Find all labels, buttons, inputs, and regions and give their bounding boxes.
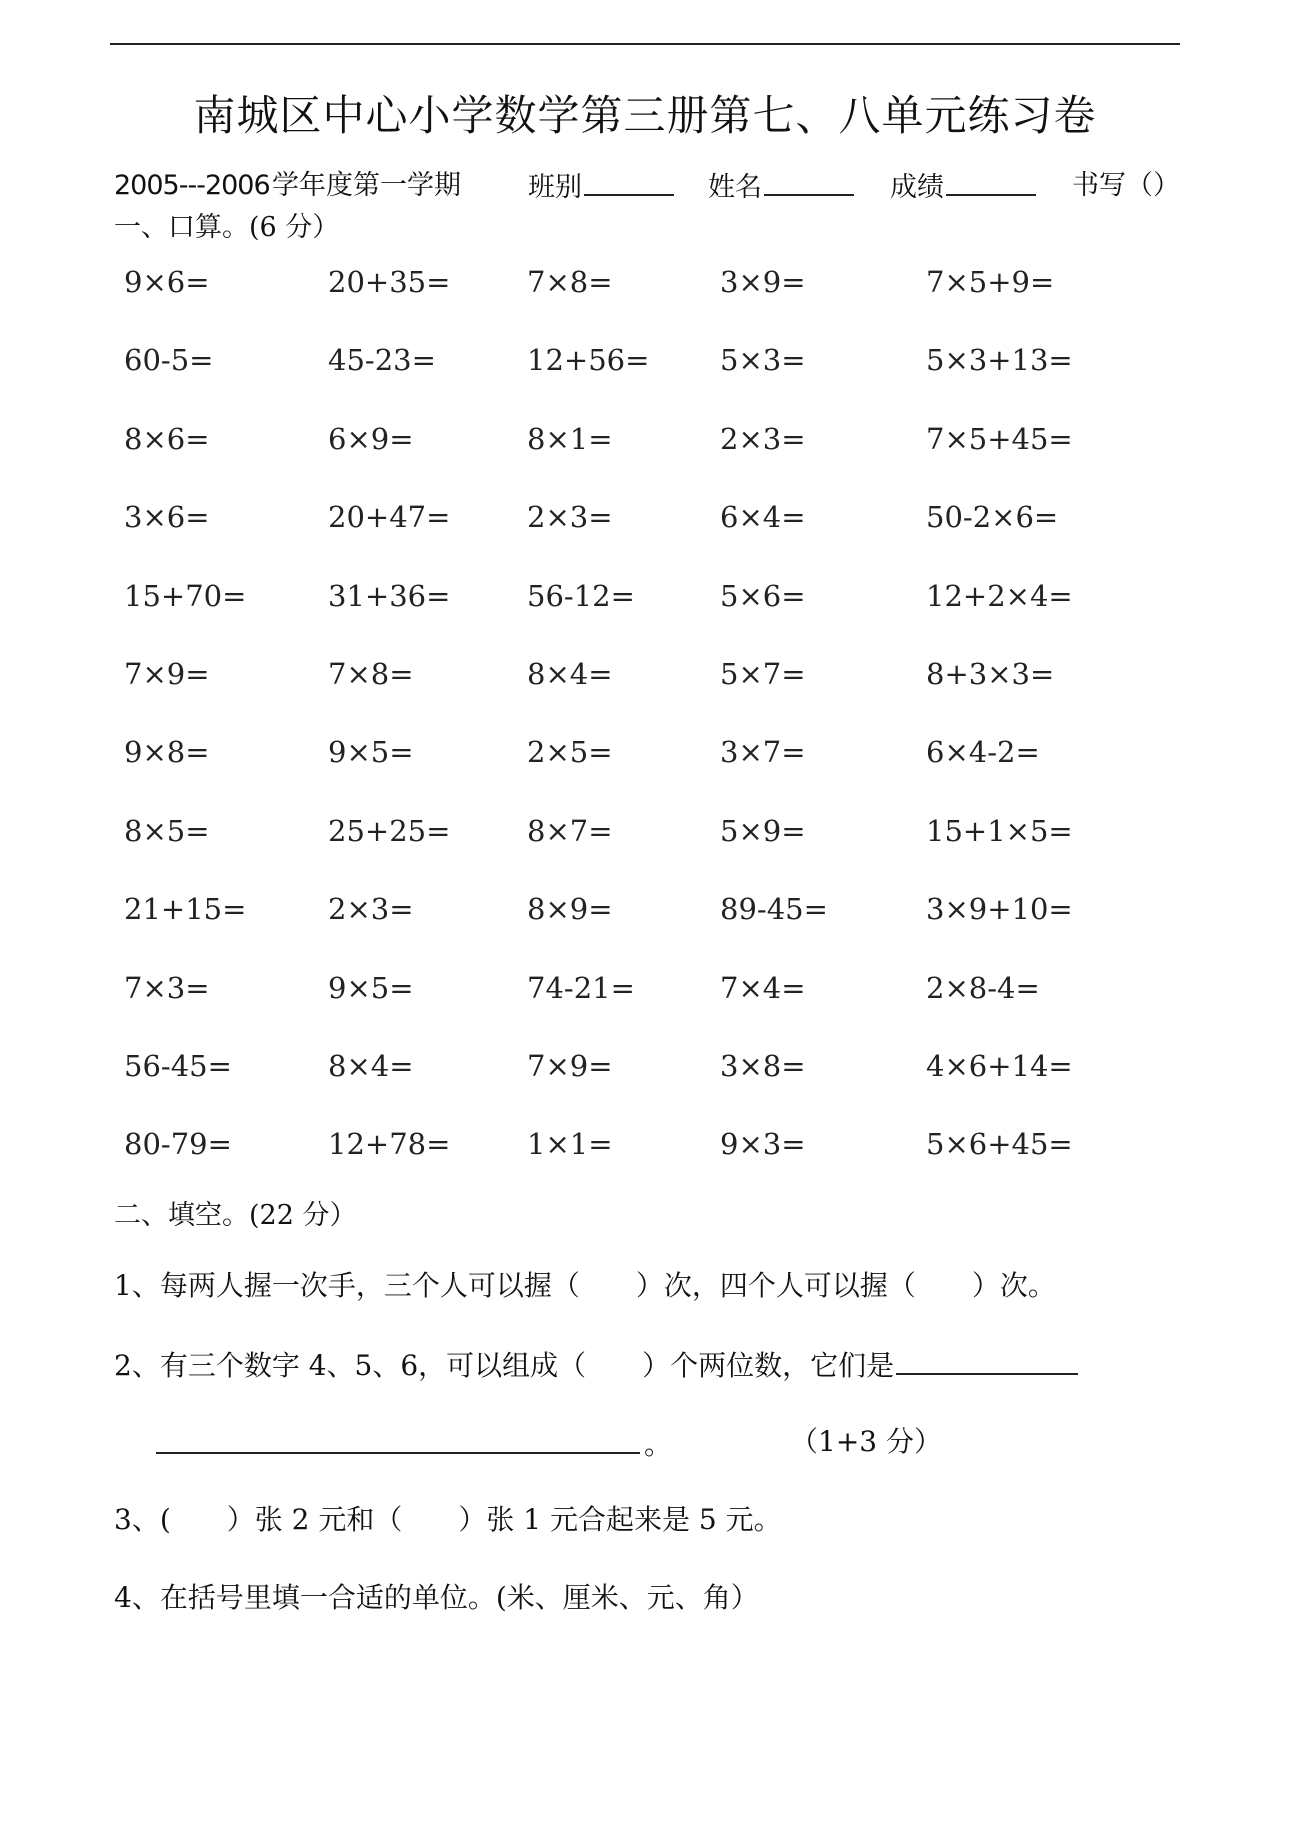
calc-problem: 7×8= — [527, 265, 613, 299]
class-field — [528, 166, 674, 208]
calc-problem: 31+36= — [328, 578, 451, 613]
section-oral-calc-heading: 一、口算。(6 分） — [114, 212, 340, 243]
calc-problem: 8×4= — [328, 1048, 414, 1083]
calc-problem: 9×6= — [124, 265, 210, 299]
calc-problem: 7×5+9= — [926, 265, 1055, 299]
calc-problem: 8×1= — [527, 421, 613, 456]
calc-problem: 4×6+14= — [926, 1048, 1073, 1083]
calc-problem: 3×7= — [720, 735, 806, 770]
calc-problem: 8×5= — [124, 813, 210, 848]
section-fill-blank-heading: 二、填空。(22 分） — [114, 1200, 357, 1231]
calc-problem: 25+25= — [328, 813, 451, 848]
calc-problem: 8×9= — [527, 892, 613, 927]
calc-problem: 15+70= — [124, 578, 247, 613]
calc-problem: 5×9= — [720, 813, 806, 848]
calc-problem: 56-45= — [124, 1048, 232, 1083]
calc-problem: 8×4= — [527, 656, 613, 691]
calc-problem: 60-5= — [124, 343, 214, 378]
calc-row — [0, 1124, 1290, 1202]
calc-problem: 6×4= — [720, 500, 806, 535]
calc-row — [0, 811, 1290, 889]
calc-problem: 7×8= — [328, 656, 414, 691]
calc-problem: 2×8-4= — [926, 970, 1040, 1005]
calc-problem: 2×3= — [720, 421, 806, 456]
calc-problem: 5×7= — [720, 656, 806, 691]
oral-calc-grid — [0, 262, 1290, 1203]
calc-problem: 12+56= — [527, 343, 650, 378]
calc-problem: 5×3= — [720, 343, 806, 378]
calc-row — [0, 732, 1290, 810]
calc-problem: 20+47= — [328, 500, 451, 535]
calc-problem: 2×3= — [527, 500, 613, 535]
calc-problem: 89-45= — [720, 892, 828, 927]
score-blank[interactable] — [946, 166, 1036, 196]
question-1: 1、每两人握一次手，三个人可以握（ ）次，四个人可以握（ ）次。 — [114, 1269, 1056, 1302]
calc-row — [0, 419, 1290, 497]
calc-problem: 8×6= — [124, 421, 210, 456]
calc-problem: 50-2×6= — [926, 500, 1059, 535]
calc-problem: 3×9= — [720, 265, 806, 299]
calc-problem: 3×6= — [124, 500, 210, 535]
calc-row — [0, 889, 1290, 967]
school-year: 2005---2006 — [114, 170, 270, 201]
class-label: 班别 — [528, 172, 582, 203]
calc-problem: 3×8= — [720, 1048, 806, 1083]
question-2 — [114, 1343, 1078, 1386]
page-title: 南城区中心小学数学第三册第七、八单元练习卷 — [193, 91, 1097, 140]
calc-problem: 7×9= — [124, 656, 210, 691]
calc-row — [0, 340, 1290, 418]
calc-problem: 6×4-2= — [926, 735, 1040, 770]
writing-label: 书写（） — [1072, 170, 1180, 201]
score-field — [890, 166, 1036, 208]
calc-problem: 8+3×3= — [926, 656, 1055, 691]
calc-problem: 2×5= — [527, 735, 613, 770]
calc-problem: 9×5= — [328, 970, 414, 1005]
calc-problem: 45-23= — [328, 343, 436, 378]
answer-blank-short[interactable] — [896, 1343, 1078, 1375]
question-4: 4、在括号里填一合适的单位。(米、厘米、元、角） — [114, 1581, 759, 1614]
top-rule — [110, 43, 1180, 45]
class-blank[interactable] — [584, 166, 674, 196]
calc-problem: 3×9+10= — [926, 892, 1073, 927]
question-2-score: （1+3 分） — [790, 1425, 942, 1458]
name-label: 姓名 — [708, 172, 762, 203]
calc-problem: 7×5+45= — [926, 421, 1073, 456]
question-2-continuation — [156, 1422, 672, 1465]
header-info-line — [0, 166, 1290, 206]
calc-problem: 6×9= — [328, 421, 414, 456]
calc-problem: 12+2×4= — [926, 578, 1073, 613]
question-2-end: 。 — [644, 1428, 673, 1461]
calc-problem: 7×9= — [527, 1048, 613, 1083]
calc-problem: 21+15= — [124, 892, 247, 927]
answer-blank-long[interactable] — [156, 1422, 640, 1454]
calc-row — [0, 262, 1290, 340]
calc-problem: 1×1= — [527, 1127, 613, 1162]
calc-problem: 2×3= — [328, 892, 414, 927]
calc-problem: 7×3= — [124, 970, 210, 1005]
calc-problem: 5×3+13= — [926, 343, 1073, 378]
calc-row — [0, 654, 1290, 732]
score-label: 成绩 — [890, 172, 944, 203]
calc-problem: 12+78= — [328, 1127, 451, 1162]
term-label: 学年度第一学期 — [272, 170, 461, 201]
question-2-text: 2、有三个数字 4、5、6，可以组成（ ）个两位数，它们是 — [114, 1349, 895, 1382]
calc-problem: 9×5= — [328, 735, 414, 770]
calc-row — [0, 968, 1290, 1046]
calc-problem: 15+1×5= — [926, 813, 1073, 848]
calc-problem: 56-12= — [527, 578, 635, 613]
calc-problem: 9×3= — [720, 1127, 806, 1162]
calc-row — [0, 1046, 1290, 1124]
calc-problem: 8×7= — [527, 813, 613, 848]
calc-problem: 7×4= — [720, 970, 806, 1005]
calc-problem: 20+35= — [328, 265, 451, 299]
calc-problem: 74-21= — [527, 970, 635, 1005]
calc-problem: 5×6= — [720, 578, 806, 613]
calc-problem: 9×8= — [124, 735, 210, 770]
calc-problem: 80-79= — [124, 1127, 232, 1162]
question-3: 3、( ）张 2 元和（ ）张 1 元合起来是 5 元。 — [114, 1503, 782, 1536]
calc-row — [0, 497, 1290, 575]
calc-problem: 5×6+45= — [926, 1127, 1073, 1162]
name-blank[interactable] — [764, 166, 854, 196]
name-field — [708, 166, 854, 208]
calc-row — [0, 576, 1290, 654]
